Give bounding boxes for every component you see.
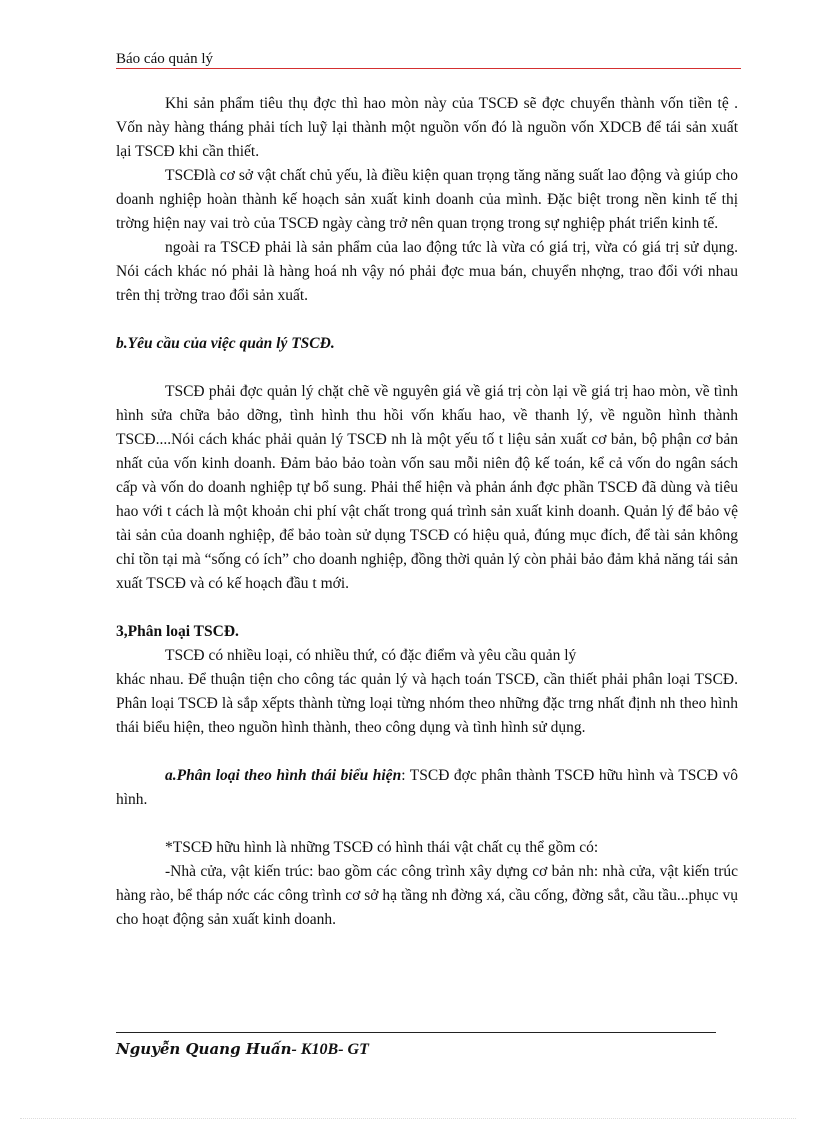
paragraph: Khi sản phẩm tiêu thụ đợc thì hao mòn này của TSCĐ sẽ đợc chuyển thành vốn tiền tệ . Vốn này hàng tháng phải tích luỹ lại thành một nguồn vốn đó là nguồn vốn XDCB để tái sản xuất lại TSCĐ khi cần thiết.	[116, 95, 738, 160]
paragraph: TSCĐ có nhiều loại, có nhiều thứ, có đặc điểm và yêu cầu quản lý	[165, 647, 577, 664]
paragraph: TSCĐ phải đợc quản lý chặt chẽ về nguyên giá về giá trị còn lại về giá trị hao mòn, về tình hình sửa chữa bảo dỡng, tình hình thu hồi vốn khấu hao, về thanh lý, về nguồn hình thành TSCĐ....Nói cách khác phải quản lý TSCĐ nh là một yếu tố t liệu sản xuất cơ bản, bộ phận cơ bản nhất của vốn kinh doanh. Đảm bảo bảo toàn vốn sau mỗi niên độ kế toán, kể cả vốn do ngân sách cấp và vốn do doanh nghiệp tự bổ sung. Phải thể hiện và phản ánh đợc phần TSCĐ đã dùng và tiêu hao với t cách là một khoản chi phí vật chất trong quá trình sản xuất kinh doanh. Quản lý để bảo vệ tài sản của doanh nghiệp, để bảo toàn sử dụng TSCĐ có hiệu quả, đúng mục đích, để tài sản không chỉ tồn tại mà “sống có ích” cho doanh nghiệp, đồng thời quản lý còn phải bảo đảm khả năng tái sản xuất TSCĐ và có kế hoạch đầu t mới.	[116, 383, 739, 592]
footer-author: Nguyễn Quang Huấn	[116, 1040, 292, 1058]
page-bottom-border	[20, 1118, 796, 1119]
document-body	[116, 92, 738, 932]
paragraph: khác nhau. Để thuận tiện cho công tác quản lý và hạch toán TSCĐ, cần thiết phải phân loại TSCĐ. Phân loại TSCĐ là sắp xếpts thành từng loại từng nhóm theo những đặc trng nhất định nh theo hình thái biểu hiện, theo nguồn hình thành, theo công dụng và tình hình sử dụng.	[116, 671, 738, 736]
footer-class: - K10B- GT	[291, 1041, 369, 1058]
header-title: Báo cáo quản lý	[116, 51, 214, 67]
section-heading-b: b.Yêu cầu của việc quản lý TSCĐ.	[116, 335, 335, 352]
paragraph: TSCĐlà cơ sở vật chất chủ yếu, là điều kiện quan trọng tăng năng suất lao động và giúp cho doanh nghiệp hoàn thành kế hoạch sản xuất kinh doanh của mình. Đặc biệt trong nền kinh tế thị trờng hiện nay vai trò của TSCĐ ngày càng trở nên quan trọng trong sự nghiệp phát triển kinh tế.	[116, 167, 738, 232]
page-header	[116, 50, 741, 69]
paragraph-with-heading	[116, 764, 738, 812]
paragraph-text: : TSCĐ đợc phân thành TSCĐ hữu hình và TSCĐ vô hình.	[116, 767, 738, 808]
page-footer	[116, 1040, 369, 1059]
section-heading-3: 3,Phân loại TSCĐ.	[116, 623, 239, 640]
paragraph: ngoài ra TSCĐ phải là sản phẩm của lao động tức là vừa có giá trị, vừa có giá trị sử dụng. Nói cách khác nó phải là hàng hoá nh vậy nó phải đợc mua bán, chuyển nhợng, trao đổi với nhau trên thị trờng trao đổi sản xuất.	[116, 239, 738, 304]
paragraph: *TSCĐ hữu hình là những TSCĐ có hình thái vật chất cụ thể gồm có:	[165, 839, 599, 856]
paragraph: -Nhà cửa, vật kiến trúc: bao gồm các công trình xây dựng cơ bản nh: nhà cửa, vật kiến trúc hàng rào, bể tháp nớc các công trình cơ sở hạ tầng nh đờng xá, cầu cống, đờng sắt, cầu tầu...phục vụ cho hoạt động sản xuất kinh doanh.	[116, 863, 738, 928]
footer-divider	[116, 1032, 716, 1033]
section-heading-a: a.Phân loại theo hình thái biểu hiện	[165, 767, 402, 784]
